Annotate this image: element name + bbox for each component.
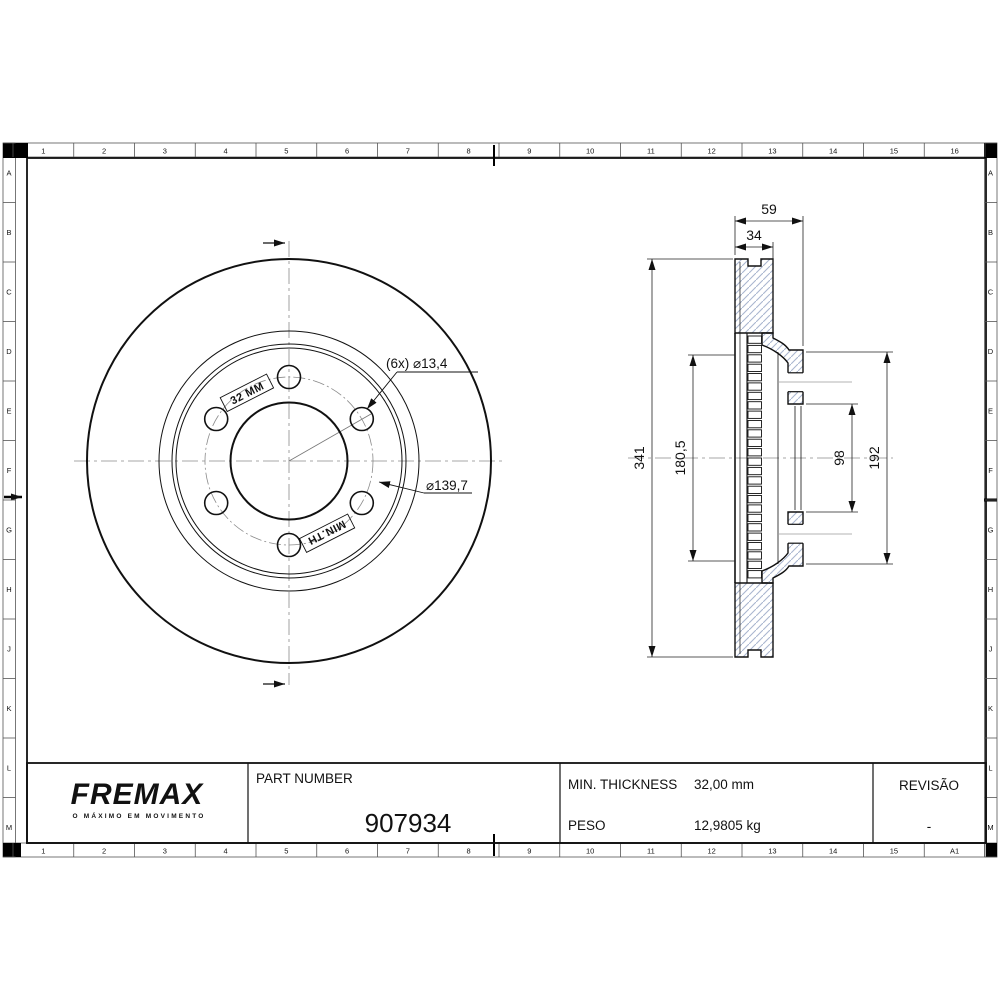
ruler-bottom-label: 6 xyxy=(345,846,350,856)
ruler-top-label: 3 xyxy=(162,146,167,156)
ruler-right-label: B xyxy=(987,227,994,237)
ruler-top-label: 5 xyxy=(284,146,289,156)
ruler-right-label: C xyxy=(987,287,994,297)
bolt-circle-label: ⌀139,7 xyxy=(426,478,468,493)
hat-section-bottom xyxy=(762,512,803,583)
ruler-left-label: E xyxy=(6,406,12,416)
mount-bolt-hole-bottom xyxy=(779,524,852,543)
ruler-bottom-label: 1 xyxy=(41,846,46,856)
ruler-bottom-label: 13 xyxy=(768,846,777,856)
part-number-value: 907934 xyxy=(364,808,452,838)
title-block xyxy=(27,763,986,843)
trim-mark-top-right xyxy=(984,143,997,158)
ruler-left-label: J xyxy=(7,644,11,654)
cooling-vanes xyxy=(748,336,762,578)
ruler-top-label: 13 xyxy=(768,146,777,156)
ruler-right-label: L xyxy=(988,763,993,773)
ruler-bottom-label: 3 xyxy=(162,846,167,856)
ruler-bottom-label: A1 xyxy=(950,846,960,856)
weight-value: 12,9805 kg xyxy=(694,818,761,833)
ruler-ticks xyxy=(3,143,997,857)
dim-outer-diameter: 341 xyxy=(631,446,647,470)
ruler-top-label: 7 xyxy=(405,146,410,156)
ruler-bottom-label: 11 xyxy=(646,846,655,856)
trim-mark-bottom-left xyxy=(3,843,21,857)
ruler-right-label: G xyxy=(987,525,994,535)
drawing-border xyxy=(27,158,986,843)
ruler-labels xyxy=(6,147,994,856)
brand-name: FREMAX xyxy=(70,778,204,811)
ruler-left-label: A xyxy=(6,168,12,178)
ruler-left-label: G xyxy=(6,525,12,535)
ruler-top-label: 8 xyxy=(466,146,471,156)
weight-label: PESO xyxy=(568,818,606,833)
bolt-hole-radial-line xyxy=(289,414,371,461)
ruler-left-label: K xyxy=(6,703,12,713)
min-thickness-label: MIN. THICKNESS xyxy=(568,777,678,792)
dim-disc-thickness: 34 xyxy=(746,227,762,243)
ruler-top-label: 15 xyxy=(889,146,899,156)
ruler-right-label: M xyxy=(987,822,994,832)
ruler-bottom-label: 8 xyxy=(466,846,471,856)
ruler-right-label: E xyxy=(987,406,994,416)
ruler-right-label: H xyxy=(987,584,994,594)
dim-pad-inner-diameter: 180,5 xyxy=(672,440,688,476)
ruler-bottom-label: 5 xyxy=(284,846,289,856)
sheet-frame xyxy=(3,143,997,857)
trim-mark-top-left xyxy=(3,143,28,158)
bolt-hole xyxy=(205,492,228,515)
mount-bolt-hole-top xyxy=(779,373,852,392)
ruler-bottom-label: 2 xyxy=(102,846,107,856)
dim-center-bore: 98 xyxy=(831,450,847,466)
ruler-bottom-label: 15 xyxy=(889,846,899,856)
bolt-holes-label: (6x) ⌀13,4 xyxy=(386,356,448,371)
callout-bolt-holes xyxy=(367,356,478,409)
ruler-right-label: F xyxy=(988,465,993,475)
dim-hat-diameter: 192 xyxy=(866,446,882,470)
ruler-left-label: L xyxy=(6,763,12,773)
part-number-label: PART NUMBER xyxy=(256,771,353,786)
ruler-top-label: 1 xyxy=(41,146,46,156)
ruler-top-label: 14 xyxy=(828,146,838,156)
ruler-right-label: A xyxy=(987,168,994,178)
hat-section-top xyxy=(762,333,803,404)
ruler-bottom-label: 4 xyxy=(223,846,228,856)
friction-ring-top xyxy=(735,259,773,333)
stamp-min-th-text: MIN.TH xyxy=(305,517,348,547)
callout-bolt-circle xyxy=(379,478,472,493)
ruler-top-label: 2 xyxy=(102,146,107,156)
dim-overall-width: 59 xyxy=(761,201,777,217)
ruler-top-label: 9 xyxy=(527,146,532,156)
section-view xyxy=(628,201,893,657)
ruler-top-label: 10 xyxy=(585,146,595,156)
min-thickness-value: 32,00 mm xyxy=(694,777,755,792)
ruler-top-label: 4 xyxy=(223,146,228,156)
ruler-top-label: 16 xyxy=(950,146,959,156)
ruler-right-label: J xyxy=(988,644,993,654)
stamp-thickness-text: 32 MM xyxy=(228,380,267,408)
brand-tagline: O MÁXIMO EM MOVIMENTO xyxy=(72,813,206,820)
revision-value: - xyxy=(926,819,932,834)
stamp-min-th xyxy=(300,514,355,552)
ruler-left-label: C xyxy=(6,287,12,297)
front-view xyxy=(74,241,503,685)
ruler-top-label: 6 xyxy=(345,146,350,156)
ruler-right-label: K xyxy=(987,703,994,713)
ruler-top-label: 12 xyxy=(707,146,716,156)
ruler-left-label: D xyxy=(6,346,12,356)
friction-ring-bottom xyxy=(735,583,773,657)
ruler-left-label: M xyxy=(5,822,13,832)
ruler-left-label: B xyxy=(6,227,12,237)
ruler-right-label: D xyxy=(987,346,994,356)
ruler-left-label: F xyxy=(6,465,12,475)
ruler-top-label: 11 xyxy=(646,146,655,156)
ruler-bottom-label: 10 xyxy=(585,846,595,856)
ruler-bottom-label: 9 xyxy=(527,846,532,856)
ruler-left-label: H xyxy=(6,584,12,594)
trim-mark-bottom-right xyxy=(986,843,997,857)
brand-logo xyxy=(71,778,206,820)
revision-label: REVISÃO xyxy=(898,778,960,793)
ruler-bottom-label: 7 xyxy=(405,846,410,856)
stamp-thickness xyxy=(220,374,273,411)
ruler-bottom-label: 14 xyxy=(828,846,838,856)
ruler-bottom-label: 12 xyxy=(707,846,716,856)
